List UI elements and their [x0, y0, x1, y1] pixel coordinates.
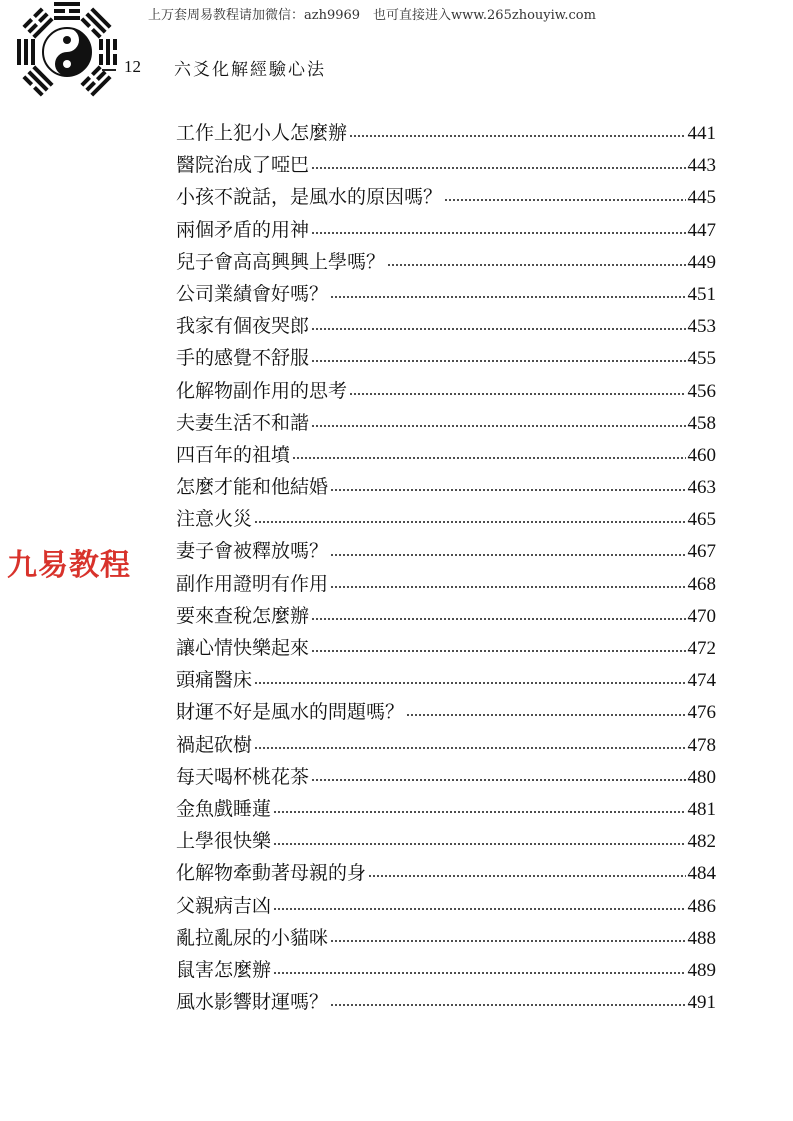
toc-title: 兒子會高高興興上學嗎？: [176, 250, 386, 273]
dot-leader: [311, 649, 685, 653]
dot-leader: [387, 263, 685, 267]
toc-entry[interactable]: [176, 214, 716, 246]
dot-leader: [292, 456, 685, 460]
toc-page: 463: [687, 477, 716, 499]
toc-title: 鼠害怎麼辦: [176, 958, 272, 981]
toc-page: 484: [687, 863, 716, 885]
toc-title: 財運不好是風水的問題嗎？: [176, 701, 405, 724]
toc-page: 486: [687, 895, 716, 917]
toc-title: 要來查稅怎麼辦: [176, 604, 310, 627]
toc-title: 工作上犯小人怎麼辦: [176, 122, 348, 144]
toc-title: 醫院治成了啞巴: [176, 154, 310, 177]
dot-leader: [444, 198, 685, 202]
dot-leader: [330, 488, 685, 492]
dot-leader: [406, 713, 685, 717]
toc-title: 風水影響財運嗎？: [176, 991, 329, 1014]
toc-entry[interactable]: [176, 664, 716, 696]
toc-title: 手的感覺不舒服: [176, 347, 310, 370]
dot-leader: [311, 231, 685, 235]
toc-entry[interactable]: [176, 600, 716, 632]
toc-page: 488: [687, 927, 716, 949]
dot-leader: [311, 778, 685, 782]
toc-entry[interactable]: [176, 761, 716, 793]
toc-entry[interactable]: [176, 857, 716, 889]
toc-entry[interactable]: [176, 729, 716, 761]
toc-title: 禍起砍樹: [176, 733, 253, 756]
dot-leader: [349, 392, 685, 396]
dot-leader: [330, 553, 685, 557]
toc-page: 451: [687, 283, 716, 305]
toc-title: 兩個矛盾的用神: [176, 218, 310, 241]
toc-entry[interactable]: [176, 825, 716, 857]
toc-page: 478: [687, 734, 716, 756]
dot-leader: [254, 520, 685, 524]
dot-leader: [311, 617, 685, 621]
toc-title: 公司業績會好嗎？: [176, 282, 329, 305]
toc-page: 455: [687, 348, 716, 370]
toc-title: 每天喝杯桃花茶: [176, 765, 310, 788]
toc-page: 474: [687, 670, 716, 692]
toc-page: 472: [687, 638, 716, 659]
toc-page: 445: [687, 187, 716, 209]
toc-entry[interactable]: [176, 310, 716, 342]
dot-leader: [254, 746, 685, 750]
toc-entry[interactable]: [176, 986, 716, 1018]
toc-page: 470: [687, 605, 716, 627]
toc-entry[interactable]: [176, 890, 716, 922]
table-of-contents: [176, 117, 716, 1018]
toc-entry[interactable]: [176, 375, 716, 407]
dot-leader: [311, 359, 685, 363]
toc-entry[interactable]: [176, 181, 716, 213]
dot-leader: [330, 295, 685, 299]
dot-leader: [311, 424, 685, 428]
toc-page: 441: [687, 123, 716, 144]
toc-entry[interactable]: [176, 503, 716, 535]
toc-entry[interactable]: [176, 149, 716, 181]
toc-entry[interactable]: [176, 793, 716, 825]
toc-page: 456: [687, 380, 716, 402]
toc-entry[interactable]: [176, 407, 716, 439]
toc-page: 489: [687, 959, 716, 981]
dot-leader: [254, 681, 685, 685]
dot-leader: [273, 971, 685, 975]
toc-entry[interactable]: [176, 632, 716, 664]
toc-title: 我家有個夜哭郎: [176, 315, 310, 338]
toc-title: 副作用證明有作用: [176, 572, 329, 595]
toc-entry[interactable]: [176, 568, 716, 600]
toc-page: 458: [687, 412, 716, 434]
toc-title: 讓心情快樂起來: [176, 637, 310, 659]
toc-entry[interactable]: [176, 439, 716, 471]
dot-leader: [330, 1003, 685, 1007]
toc-entry[interactable]: [176, 535, 716, 567]
dot-leader: [273, 842, 685, 846]
toc-title: 上學很快樂: [176, 830, 272, 853]
toc-entry[interactable]: [176, 278, 716, 310]
toc-title: 四百年的祖墳: [176, 443, 291, 466]
toc-page: 465: [687, 509, 716, 531]
page-number: 12: [124, 57, 141, 76]
toc-page: 460: [687, 444, 716, 466]
toc-page: 480: [687, 766, 716, 788]
toc-title: 頭痛醫床: [176, 669, 253, 692]
dot-leader: [273, 810, 685, 814]
dot-leader: [330, 585, 685, 589]
toc-page: 476: [687, 702, 716, 724]
toc-title: 妻子會被釋放嗎？: [176, 540, 329, 563]
toc-page: 447: [687, 219, 716, 241]
toc-title: 化解物牽動著母親的身: [176, 862, 367, 885]
bagua-taiji-icon: [12, 0, 122, 100]
toc-page: 467: [687, 541, 716, 563]
dot-leader: [311, 166, 685, 170]
watermark-text: 上万套周易教程请加微信：azh9969 也可直接进入www.265zhouyiw.com: [148, 8, 596, 23]
toc-entry[interactable]: [176, 471, 716, 503]
toc-title: 注意火災: [176, 508, 253, 531]
toc-title: 化解物副作用的思考: [176, 379, 348, 402]
toc-page: 449: [687, 251, 716, 273]
dot-leader: [311, 327, 685, 331]
toc-title: 金魚戲睡蓮: [176, 797, 272, 820]
toc-page: 482: [687, 831, 716, 853]
toc-title: 小孩不說話，是風水的原因嗎？: [176, 186, 443, 209]
side-watermark: 九易教程: [7, 548, 131, 583]
dot-leader: [330, 939, 685, 943]
book-title: 六爻化解經驗心法: [174, 60, 326, 80]
toc-title: 夫妻生活不和諧: [176, 411, 310, 434]
dot-leader: [368, 874, 685, 878]
toc-page: 491: [687, 992, 716, 1014]
dot-leader: [273, 907, 685, 911]
toc-page: 443: [687, 155, 716, 177]
toc-page: 468: [687, 573, 716, 595]
header-rule: [102, 69, 116, 71]
toc-title: 父親病吉凶: [176, 894, 272, 917]
toc-entry[interactable]: [176, 954, 716, 986]
toc-title: 亂拉亂尿的小貓咪: [176, 926, 329, 949]
toc-entry[interactable]: [176, 342, 716, 374]
dot-leader: [349, 134, 685, 138]
toc-page: 453: [687, 316, 716, 338]
toc-entry[interactable]: [176, 922, 716, 954]
toc-entry[interactable]: [176, 117, 716, 149]
toc-title: 怎麼才能和他結婚: [176, 476, 329, 499]
toc-entry[interactable]: [176, 696, 716, 728]
toc-entry[interactable]: [176, 246, 716, 278]
toc-page: 481: [687, 798, 716, 820]
